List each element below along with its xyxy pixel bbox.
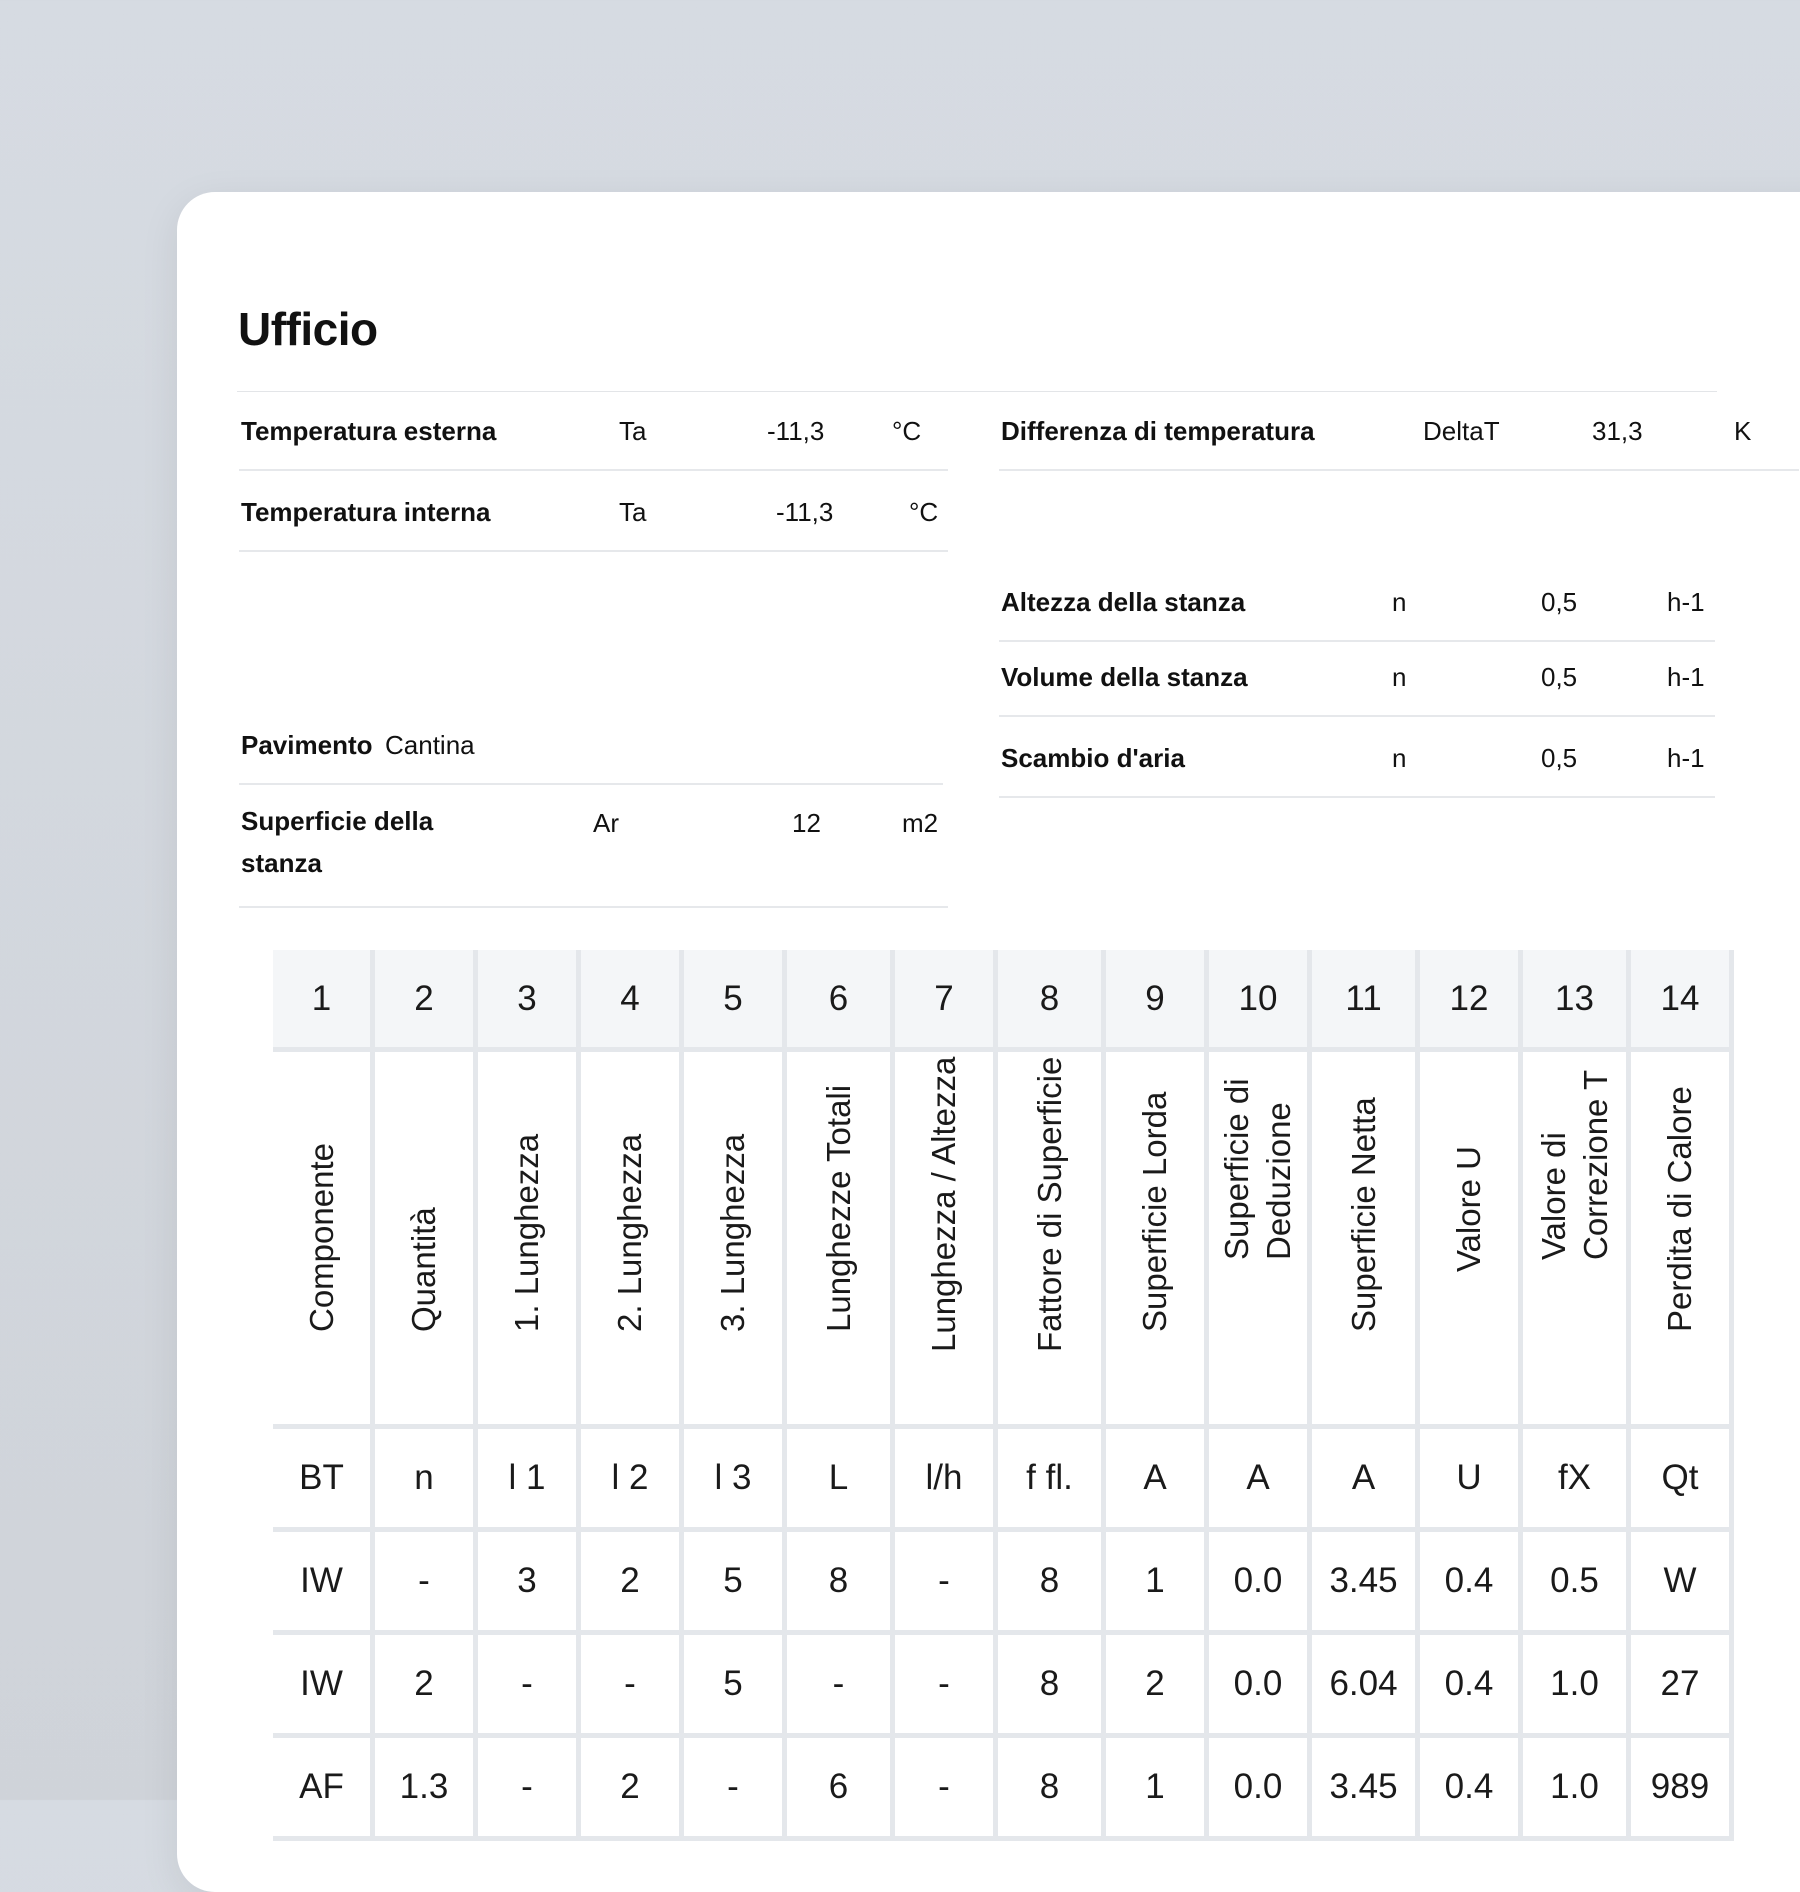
param-row-air-exchange [999,741,1715,798]
param-symbol: n [1392,743,1407,773]
table-cell: 2 [581,1532,684,1635]
table-cell: - [375,1532,478,1635]
table-cell: 5 [684,1532,787,1635]
param-value: -11,3 [776,497,834,527]
param-symbol: DeltaT [1423,416,1500,446]
param-label: Differenza di temperatura [1001,416,1315,446]
table-cell: - [478,1635,581,1738]
table-cell: 989 [1631,1738,1734,1841]
symbol-cell: A [1209,1429,1312,1532]
column-number: 3 [478,950,581,1052]
column-header [581,1052,684,1429]
table-cell: 2 [1106,1635,1209,1738]
table-cell: 0.0 [1209,1532,1312,1635]
table-cell: - [581,1635,684,1738]
symbol-cell: A [1312,1429,1420,1532]
column-header [1523,1052,1631,1429]
param-unit: h-1 [1667,743,1705,773]
heat-loss-table-wrap [273,950,1734,1841]
column-number: 1 [273,950,375,1052]
param-symbol: n [1392,587,1407,617]
column-header [375,1052,478,1429]
table-cell: 0.0 [1209,1738,1312,1841]
column-header-label: Componente [302,1143,340,1332]
symbol-cell: Qt [1631,1429,1734,1532]
param-unit: m2 [902,808,939,838]
column-number: 14 [1631,950,1734,1052]
column-header [273,1052,375,1429]
heat-loss-table [273,950,1734,1841]
param-label: Temperatura esterna [241,416,497,446]
column-header-label: Superficie Netta [1344,1097,1382,1332]
column-header-label: 3. Lunghezza [714,1133,751,1332]
param-row-temp-difference [999,414,1799,471]
column-header-label: Perdita di Calore [1661,1086,1698,1332]
param-row-floor [239,728,943,785]
table-cell: 1.0 [1523,1635,1631,1738]
table-row [273,1738,1734,1841]
table-cell: 5 [684,1635,787,1738]
column-header-label: Lunghezza / Altezza [925,1056,962,1352]
room-title: Ufficio [238,303,378,355]
param-row-room-volume [999,660,1715,717]
param-row-internal-temp [239,495,948,552]
symbol-cell: A [1106,1429,1209,1532]
column-number: 2 [375,950,478,1052]
table-row [273,1532,1734,1635]
param-value: 12 [792,808,821,838]
column-header-label: 1. Lunghezza [508,1133,545,1332]
column-header-label: Fattore di Superficie [1030,1056,1068,1352]
table-cell: - [895,1532,998,1635]
column-header [998,1052,1106,1429]
table-cell: 1 [1106,1532,1209,1635]
param-unit: h-1 [1667,662,1705,692]
title-divider [237,391,1717,392]
column-number: 13 [1523,950,1631,1052]
table-cell: AF [273,1738,375,1841]
param-label: Temperatura interna [241,497,491,527]
param-label: Scambio d'aria [1001,743,1185,773]
column-header [895,1052,998,1429]
column-header [1106,1052,1209,1429]
table-cell: 3 [478,1532,581,1635]
table-cell: 1 [1106,1738,1209,1841]
symbol-row [273,1429,1734,1532]
param-row-external-temp [239,414,948,471]
table-cell: 27 [1631,1635,1734,1738]
table-cell: - [895,1635,998,1738]
table-cell: 8 [998,1532,1106,1635]
symbol-cell: L [787,1429,895,1532]
param-value: -11,3 [767,416,825,446]
column-header [1631,1052,1734,1429]
column-header-label: Valore U [1450,1146,1487,1272]
table-cell: 2 [581,1738,684,1841]
column-header [1420,1052,1523,1429]
table-cell: 0.4 [1420,1635,1523,1738]
table-cell: W [1631,1532,1734,1635]
table-cell: 8 [787,1532,895,1635]
param-label: Altezza della stanza [1001,587,1246,617]
table-cell: - [478,1738,581,1841]
param-value: 31,3 [1592,416,1643,446]
symbol-cell: l/h [895,1429,998,1532]
column-number-row [273,950,1734,1052]
column-number: 7 [895,950,998,1052]
table-cell: 8 [998,1635,1106,1738]
param-row-room-height [999,585,1715,642]
symbol-cell: BT [273,1429,375,1532]
symbol-cell: l 2 [581,1429,684,1532]
param-symbol: Cantina [385,730,475,760]
param-label: Pavimento [241,730,373,760]
symbol-cell: l 3 [684,1429,787,1532]
symbol-cell: f fl. [998,1429,1106,1532]
table-cell: 0.5 [1523,1532,1631,1635]
table-cell: IW [273,1532,375,1635]
table-cell: - [787,1635,895,1738]
column-number: 5 [684,950,787,1052]
column-number: 6 [787,950,895,1052]
column-header [1312,1052,1420,1429]
column-header [684,1052,787,1429]
column-header-label: Quantità [405,1207,442,1332]
table-row [273,1635,1734,1738]
column-header [1209,1052,1312,1429]
symbol-cell: fX [1523,1429,1631,1532]
column-header-label: 2. Lunghezza [611,1133,648,1332]
column-header-label: Superficie Lorda [1136,1091,1173,1332]
symbol-cell: n [375,1429,478,1532]
param-unit: K [1734,416,1752,446]
param-symbol: Ar [593,808,619,838]
param-symbol: n [1392,662,1407,692]
table-cell: 0.0 [1209,1635,1312,1738]
table-cell: 3.45 [1312,1738,1420,1841]
table-cell: 0.4 [1420,1738,1523,1841]
param-symbol: Ta [619,416,647,446]
param-value: 0,5 [1541,587,1578,617]
param-unit: h-1 [1667,587,1705,617]
table-cell: - [895,1738,998,1841]
table-cell: 2 [375,1635,478,1738]
symbol-cell: l 1 [478,1429,581,1532]
column-header [787,1052,895,1429]
column-header-label: Valore di Correzione T [1534,1069,1614,1260]
column-number: 10 [1209,950,1312,1052]
table-cell: 1.3 [375,1738,478,1841]
table-cell: 6 [787,1738,895,1841]
column-header-row [273,1052,1734,1429]
column-header [478,1052,581,1429]
room-card [177,192,1800,1892]
table-cell: 1.0 [1523,1738,1631,1841]
param-unit: °C [892,416,922,446]
param-row-room-surface [239,806,948,908]
column-number: 11 [1312,950,1420,1052]
param-label: Volume della stanza [1001,662,1248,692]
param-value: 0,5 [1541,662,1578,692]
column-number: 8 [998,950,1106,1052]
column-header-label: Superficie di Deduzione [1218,1078,1297,1260]
table-cell: 8 [998,1738,1106,1841]
table-cell: 0.4 [1420,1532,1523,1635]
param-label: Superficie della stanza [241,806,434,878]
param-unit: °C [909,497,939,527]
table-cell: IW [273,1635,375,1738]
table-cell: 6.04 [1312,1635,1420,1738]
column-number: 4 [581,950,684,1052]
param-symbol: Ta [619,497,647,527]
column-number: 12 [1420,950,1523,1052]
column-header-label: Lunghezze Totali [819,1084,857,1332]
param-value: 0,5 [1541,743,1578,773]
column-number: 9 [1106,950,1209,1052]
table-cell: 3.45 [1312,1532,1420,1635]
symbol-cell: U [1420,1429,1523,1532]
table-cell: - [684,1738,787,1841]
